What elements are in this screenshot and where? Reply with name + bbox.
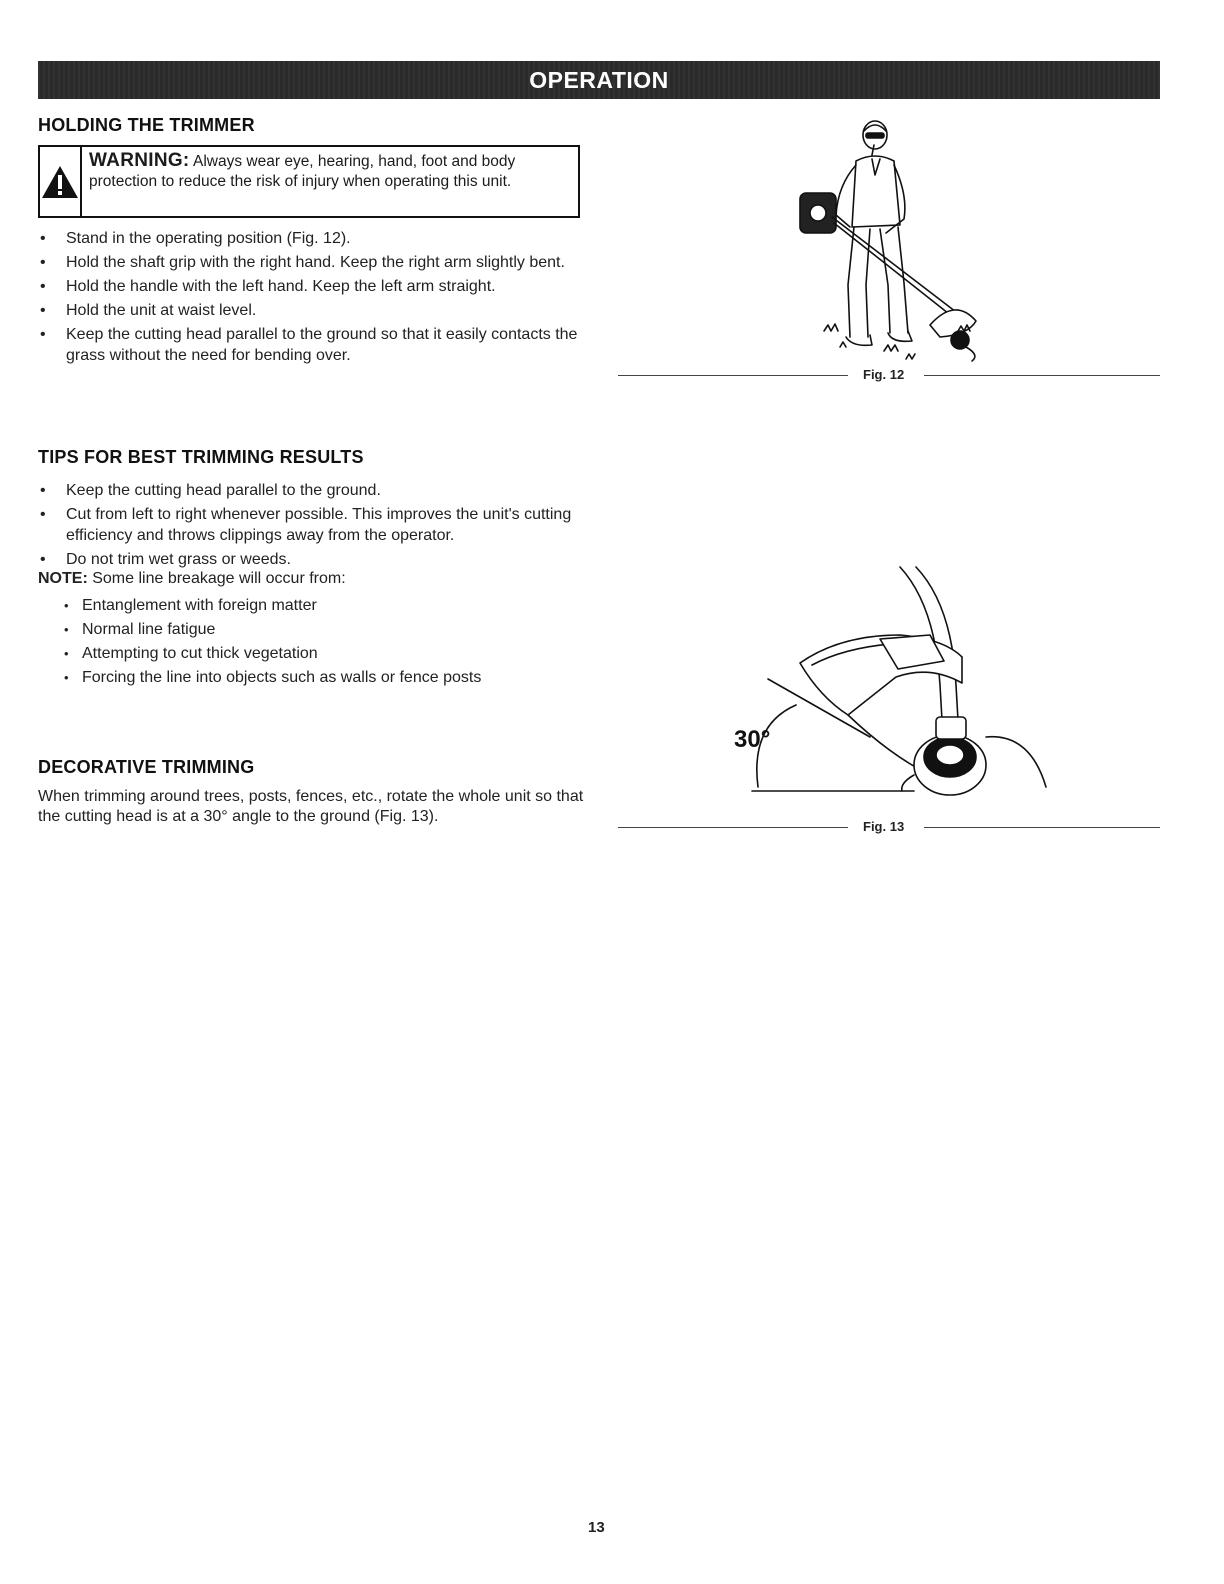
warning-box <box>38 145 580 218</box>
section-banner <box>38 61 1160 99</box>
warning-text: Always wear eye, hearing, hand, foot and body protection to reduce the risk of injury when operating this unit. <box>89 153 516 190</box>
warning-message <box>82 147 578 216</box>
decorative-paragraph: When trimming around trees, posts, fences, etc., rotate the whole unit so that the cutting head is at a 30° angle to the ground (Fig. 13). <box>38 788 584 825</box>
list-item: • Normal line fatigue <box>64 618 481 642</box>
heading-tips: TIPS FOR BEST TRIMMING RESULTS <box>38 447 364 467</box>
warning-label: WARNING: <box>89 150 190 171</box>
banner-title: OPERATION <box>529 67 669 93</box>
list-item: • Hold the handle with the left hand. Keep the left arm straight. <box>38 276 578 297</box>
list-item: • Hold the unit at waist level. <box>38 300 578 321</box>
fig13-rule-right <box>924 827 1160 828</box>
note-sub-list <box>64 594 481 690</box>
list-item: • Keep the cutting head parallel to the ground. <box>38 480 578 501</box>
note <box>38 570 346 588</box>
fig13-caption: Fig. 13 <box>863 819 905 834</box>
warning-triangle-icon <box>40 164 80 200</box>
heading-decorative: DECORATIVE TRIMMING <box>38 757 255 777</box>
list-item: • Stand in the operating position (Fig. 12). <box>38 228 578 249</box>
note-label: NOTE: <box>38 570 88 587</box>
list-item: • Hold the shaft grip with the right hand. Keep the right arm slightly bent. <box>38 252 578 273</box>
page-number: 13 <box>588 1519 605 1536</box>
heading-holding-trimmer: HOLDING THE TRIMMER <box>38 115 255 135</box>
list-item: • Keep the cutting head parallel to the ground so that it easily contacts the grass without the need for bending over. <box>38 324 578 366</box>
list-item: • Entanglement with foreign matter <box>64 594 481 618</box>
fig13-cutting-head-angle-illustration <box>730 565 1060 805</box>
fig12-rule-right <box>924 375 1160 376</box>
list-item: • Cut from left to right whenever possible. This improves the unit's cutting efficiency and throws clippings away from the operator. <box>38 504 578 546</box>
fig13-rule-left <box>618 827 848 828</box>
fig12-rule-left <box>618 375 848 376</box>
fig12-trimmer-operator-illustration <box>780 115 990 365</box>
list-item: • Forcing the line into objects such as walls or fence posts <box>64 666 481 690</box>
tips-bullet-list <box>38 480 578 573</box>
list-item: • Do not trim wet grass or weeds. <box>38 549 578 570</box>
list-item: • Attempting to cut thick vegetation <box>64 642 481 666</box>
fig13-angle-label: 30° <box>734 726 771 753</box>
fig12-caption: Fig. 12 <box>863 367 905 382</box>
holding-bullet-list <box>38 228 578 369</box>
note-text: Some line breakage will occur from: <box>87 570 346 587</box>
